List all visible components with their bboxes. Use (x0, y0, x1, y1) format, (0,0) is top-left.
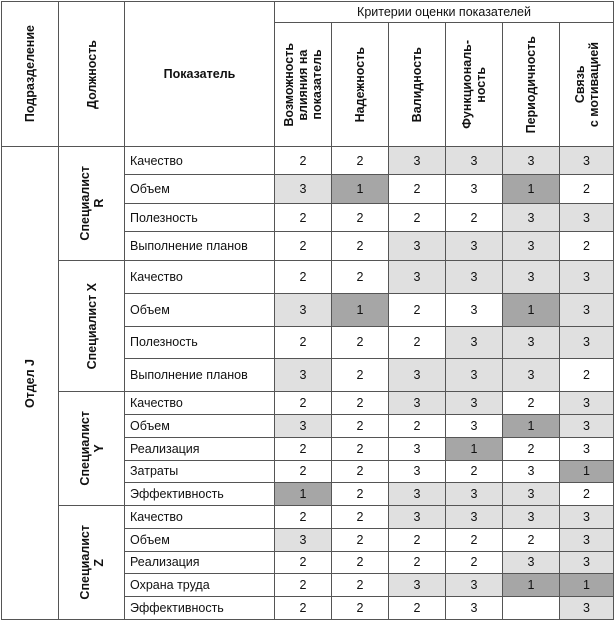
indicator-cell: Эффективность (125, 597, 275, 620)
indicator-cell: Объем (125, 293, 275, 326)
score-cell: 3 (503, 551, 560, 574)
score-cell: 2 (275, 203, 332, 231)
score-cell: 3 (446, 326, 503, 359)
score-cell: 3 (560, 203, 614, 231)
position-label: Специалист R (77, 166, 106, 241)
score-cell: 2 (275, 506, 332, 529)
score-cell: 2 (389, 203, 446, 231)
score-cell: 3 (503, 359, 560, 392)
score-cell: 2 (560, 175, 614, 203)
criterion-label: Периодичность (524, 35, 538, 134)
score-cell: 2 (332, 506, 389, 529)
score-cell: 3 (560, 147, 614, 175)
score-cell: 2 (503, 392, 560, 415)
score-cell: 3 (446, 483, 503, 506)
score-cell: 2 (389, 293, 446, 326)
score-cell: 2 (332, 551, 389, 574)
score-cell: 1 (332, 175, 389, 203)
header-position (59, 2, 125, 147)
indicator-cell: Выполнение планов (125, 232, 275, 260)
score-cell: 3 (560, 528, 614, 551)
header-criterion-functionality (446, 23, 503, 147)
score-cell: 3 (503, 147, 560, 175)
score-cell: 3 (275, 415, 332, 438)
score-cell: 2 (332, 437, 389, 460)
score-cell: 1 (503, 175, 560, 203)
score-cell: 3 (503, 326, 560, 359)
criterion-label: Надежность (353, 46, 367, 123)
indicator-cell: Реализация (125, 551, 275, 574)
score-cell: 3 (446, 147, 503, 175)
indicator-cell: Качество (125, 392, 275, 415)
score-cell: 3 (503, 232, 560, 260)
score-cell: 3 (275, 175, 332, 203)
score-cell: 2 (389, 551, 446, 574)
score-cell: 2 (446, 203, 503, 231)
score-cell: 2 (332, 574, 389, 597)
score-cell: 2 (332, 147, 389, 175)
criterion-label: Связь с мотивацией (572, 41, 601, 128)
score-cell: 2 (275, 232, 332, 260)
score-cell: 3 (560, 506, 614, 529)
score-cell: 2 (332, 483, 389, 506)
score-cell: 3 (446, 293, 503, 326)
score-cell: 2 (446, 528, 503, 551)
department-label: Отдел J (23, 358, 37, 408)
score-cell: 3 (446, 506, 503, 529)
score-cell: 3 (503, 460, 560, 483)
score-cell: 2 (275, 551, 332, 574)
score-cell: 2 (332, 460, 389, 483)
indicator-cell: Реализация (125, 437, 275, 460)
score-cell: 3 (560, 437, 614, 460)
criterion-label: Функциональ- ность (460, 40, 488, 129)
score-cell: 1 (446, 437, 503, 460)
score-cell: 2 (275, 597, 332, 620)
score-cell: 3 (446, 392, 503, 415)
score-cell: 2 (332, 597, 389, 620)
score-cell: 2 (446, 551, 503, 574)
indicator-cell: Качество (125, 506, 275, 529)
score-cell: 3 (275, 293, 332, 326)
score-cell: 2 (332, 203, 389, 231)
score-cell: 1 (560, 574, 614, 597)
score-cell: 2 (332, 326, 389, 359)
position-cell (59, 392, 125, 506)
score-cell: 3 (446, 574, 503, 597)
score-cell: 2 (275, 326, 332, 359)
score-cell: 3 (560, 597, 614, 620)
score-cell: 3 (446, 232, 503, 260)
score-cell: 3 (446, 597, 503, 620)
score-cell: 3 (389, 483, 446, 506)
score-cell: 2 (389, 528, 446, 551)
score-cell: 3 (275, 359, 332, 392)
score-cell: 2 (332, 415, 389, 438)
score-cell: 2 (275, 574, 332, 597)
score-cell: 2 (275, 460, 332, 483)
table-row (2, 392, 614, 415)
indicator-cell: Объем (125, 175, 275, 203)
table-row (2, 147, 614, 175)
score-cell: 2 (389, 326, 446, 359)
score-cell: 2 (275, 392, 332, 415)
score-cell: 2 (332, 528, 389, 551)
score-cell: 3 (503, 203, 560, 231)
score-cell: 2 (275, 147, 332, 175)
score-cell: 3 (389, 260, 446, 293)
header-criterion-validity (389, 23, 446, 147)
score-cell: 2 (560, 359, 614, 392)
score-cell: 2 (503, 528, 560, 551)
score-cell: 2 (446, 460, 503, 483)
position-cell (59, 506, 125, 620)
score-cell: 2 (332, 260, 389, 293)
position-label: Специалист Z (77, 525, 106, 600)
score-cell: 3 (503, 506, 560, 529)
criterion-label: Возможность влияния на показатель (282, 42, 324, 127)
position-label: Специалист Y (77, 411, 106, 486)
header-position-label: Должность (84, 39, 99, 109)
score-cell: 1 (275, 483, 332, 506)
score-cell: 2 (332, 359, 389, 392)
score-cell: 3 (560, 392, 614, 415)
score-cell: 2 (503, 437, 560, 460)
score-cell: 1 (560, 460, 614, 483)
indicator-cell: Эффективность (125, 483, 275, 506)
table-row (2, 506, 614, 529)
criterion-label: Валидность (410, 46, 424, 123)
score-cell: 2 (389, 597, 446, 620)
score-cell: 1 (503, 293, 560, 326)
score-cell: 2 (560, 232, 614, 260)
score-cell: 2 (332, 392, 389, 415)
indicator-cell: Охрана труда (125, 574, 275, 597)
indicator-cell: Объем (125, 415, 275, 438)
position-cell (59, 147, 125, 261)
score-cell: 3 (560, 326, 614, 359)
header-criterion-influence (275, 23, 332, 147)
indicator-cell: Объем (125, 528, 275, 551)
score-cell: 3 (389, 437, 446, 460)
score-cell: 2 (560, 483, 614, 506)
indicator-cell: Полезность (125, 203, 275, 231)
score-cell: 2 (275, 260, 332, 293)
score-cell: 2 (389, 175, 446, 203)
header-criteria-title: Критерии оценки показателей (275, 2, 614, 23)
score-cell: 3 (446, 260, 503, 293)
score-cell: 3 (560, 551, 614, 574)
score-cell (503, 597, 560, 620)
table-body (2, 147, 614, 620)
header-subdivision-label: Подразделение (23, 25, 37, 123)
score-cell: 3 (389, 232, 446, 260)
score-cell: 3 (560, 293, 614, 326)
score-cell: 2 (389, 415, 446, 438)
position-label: Специалист X (84, 282, 99, 370)
score-cell: 3 (446, 415, 503, 438)
score-cell: 3 (503, 483, 560, 506)
score-cell: 3 (389, 359, 446, 392)
header-criterion-reliability (332, 23, 389, 147)
score-cell: 2 (332, 232, 389, 260)
criteria-table (1, 1, 614, 620)
score-cell: 3 (446, 175, 503, 203)
indicator-cell: Полезность (125, 326, 275, 359)
header-indicator: Показатель (125, 2, 275, 147)
indicator-cell: Выполнение планов (125, 359, 275, 392)
score-cell: 1 (503, 574, 560, 597)
header-criterion-motivation (560, 23, 614, 147)
indicator-cell: Затраты (125, 460, 275, 483)
score-cell: 3 (446, 359, 503, 392)
indicator-cell: Качество (125, 147, 275, 175)
score-cell: 3 (275, 528, 332, 551)
score-cell: 3 (389, 460, 446, 483)
position-cell (59, 260, 125, 392)
indicator-cell: Качество (125, 260, 275, 293)
score-cell: 3 (389, 147, 446, 175)
department-cell (2, 147, 59, 620)
score-cell: 3 (389, 506, 446, 529)
score-cell: 2 (275, 437, 332, 460)
score-cell: 3 (389, 574, 446, 597)
score-cell: 3 (560, 415, 614, 438)
header-subdivision (2, 2, 59, 147)
score-cell: 1 (503, 415, 560, 438)
header-criterion-periodicity (503, 23, 560, 147)
score-cell: 3 (503, 260, 560, 293)
score-cell: 1 (332, 293, 389, 326)
table-row (2, 260, 614, 293)
score-cell: 3 (560, 260, 614, 293)
score-cell: 3 (389, 392, 446, 415)
